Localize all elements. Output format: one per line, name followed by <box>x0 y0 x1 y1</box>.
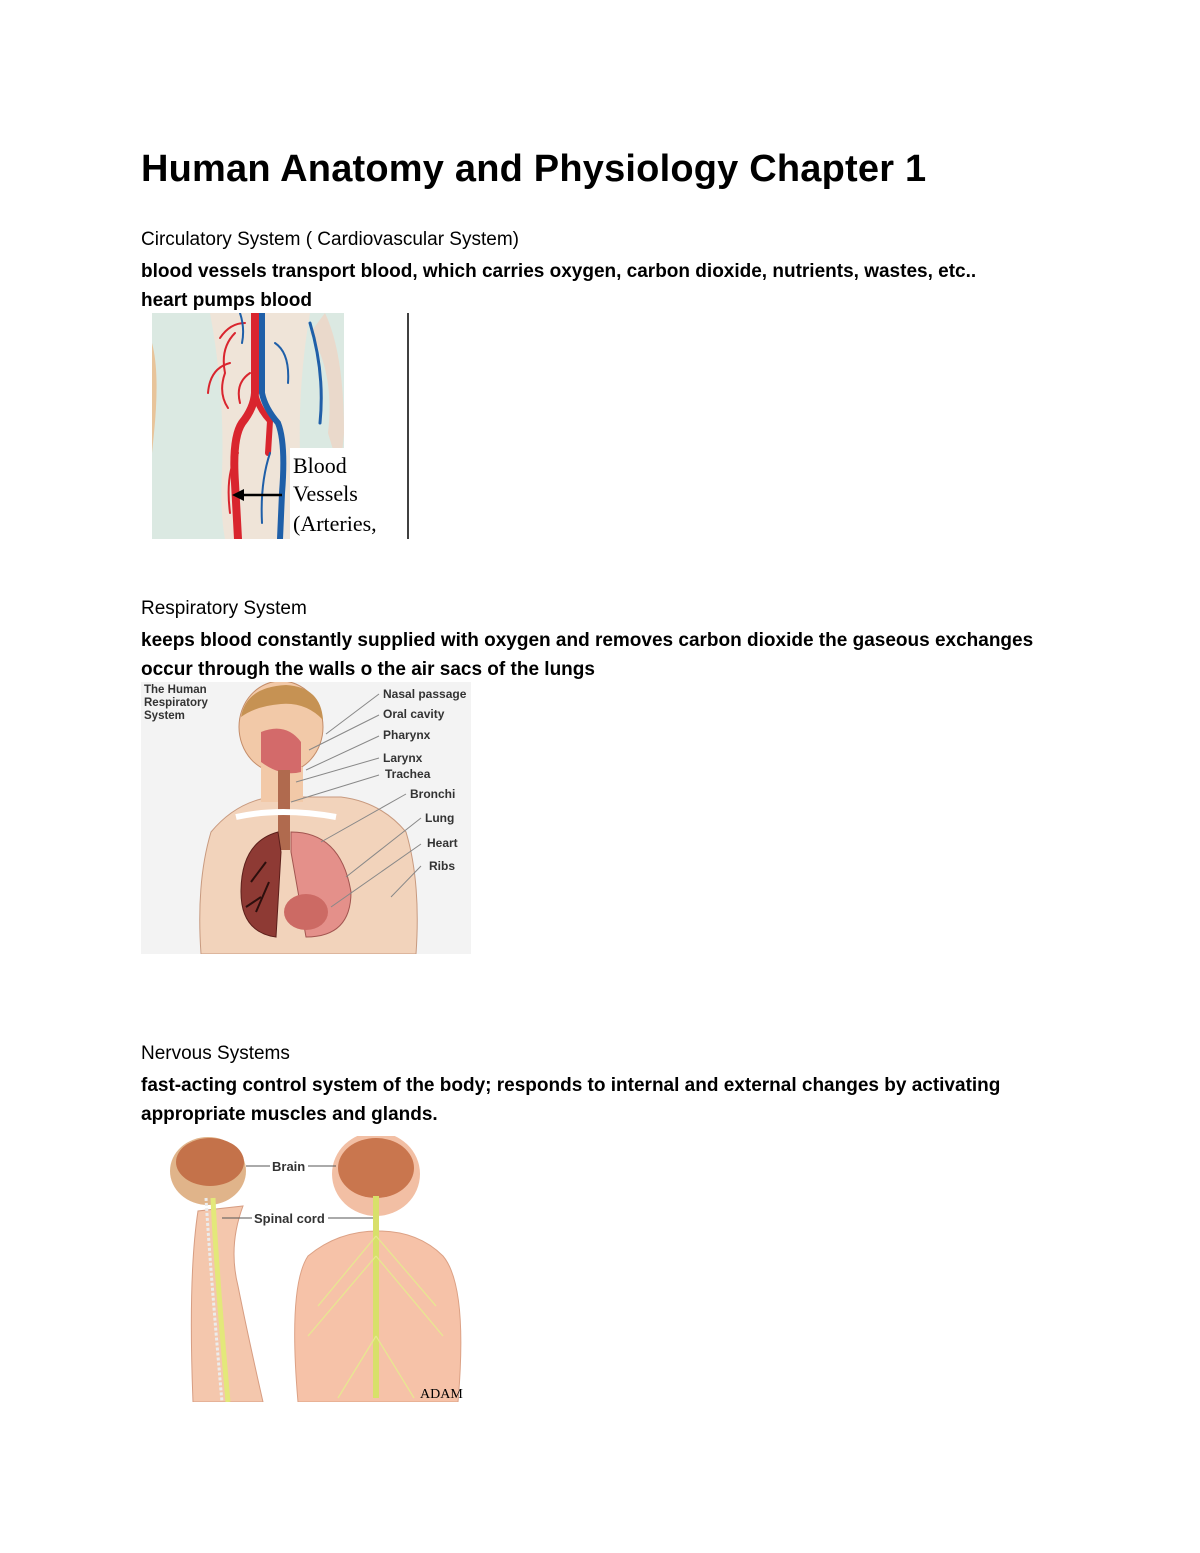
label-trachea: Trachea <box>385 767 431 781</box>
circulatory-heading: Circulatory System ( Cardiovascular System) <box>141 229 519 250</box>
respiratory-figure-title-1: The Human <box>144 684 207 696</box>
label-heart: Heart <box>427 836 458 850</box>
circulatory-line-1: blood vessels transport blood, which carries oxygen, carbon dioxide, nutrients, wastes, etc.. <box>141 261 977 282</box>
label-oral-cavity: Oral cavity <box>383 707 445 721</box>
label-nasal-passage: Nasal passage <box>383 687 467 701</box>
respiratory-heading: Respiratory System <box>141 598 307 619</box>
label-larynx: Larynx <box>383 751 423 765</box>
adam-watermark: ADAM <box>420 1387 463 1402</box>
respiratory-figure-title-3: System <box>144 710 185 722</box>
respiratory-figure <box>141 682 471 954</box>
respiratory-figure-title-2: Respiratory <box>144 697 208 709</box>
label-spinal-cord: Spinal cord <box>254 1211 325 1226</box>
blood-label: Blood <box>293 453 347 478</box>
nervous-heading: Nervous Systems <box>141 1043 290 1064</box>
back-brain <box>338 1138 414 1198</box>
blood-vessels-figure <box>150 313 412 539</box>
side-brain <box>176 1138 244 1186</box>
label-bronchi: Bronchi <box>410 787 456 801</box>
nervous-figure <box>168 1136 472 1402</box>
label-brain: Brain <box>272 1159 306 1174</box>
circulatory-line-2: heart pumps blood <box>141 290 312 311</box>
label-pharynx: Pharynx <box>383 728 431 742</box>
page-title: Human Anatomy and Physiology Chapter 1 <box>141 148 927 190</box>
label-ribs: Ribs <box>429 859 456 873</box>
respiratory-body: keeps blood constantly supplied with oxygen and removes carbon dioxide the gaseous exchanges occur through the walls o the air sacs of the lungs <box>141 630 1034 680</box>
label-lung: Lung <box>425 811 455 825</box>
nervous-body: fast-acting control system of the body; responds to internal and external changes by activating appropriate muscles and glands. <box>141 1075 1001 1125</box>
vessels-label: Vessels <box>293 481 358 506</box>
arteries-label: (Arteries, <box>293 511 377 536</box>
